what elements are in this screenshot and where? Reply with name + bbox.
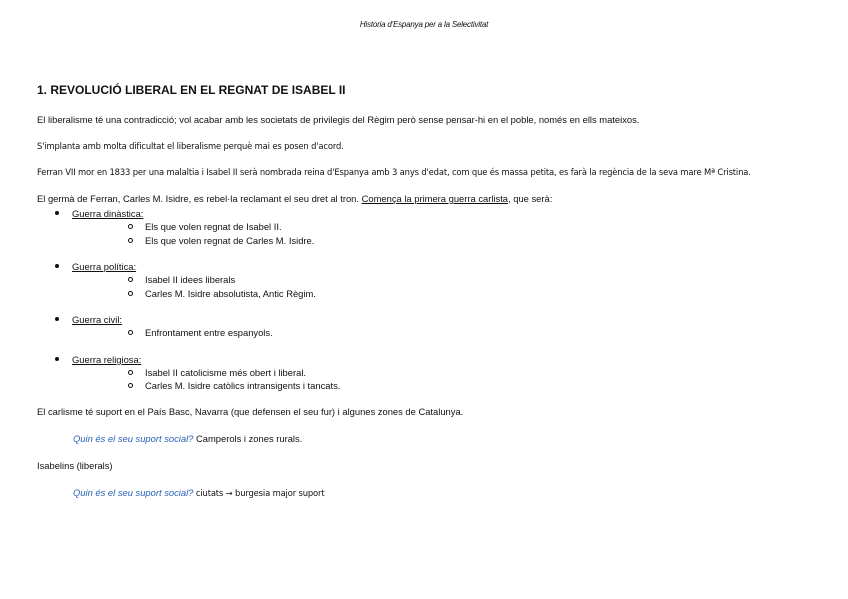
- paragraph-liberalism: El liberalisme té una contradicció; vol acabar amb les societats de privilegis del Règim però sense pensar-hi en el poble, només en ells mateixos.: [37, 114, 640, 125]
- question-carlist-support: [73, 433, 302, 444]
- sub-bullet-text: Enfrontament entre espanyols.: [145, 327, 273, 338]
- sub-bullet-text: Els que volen regnat de Isabel II.: [145, 221, 282, 232]
- sub-bullet-text: Els que volen regnat de Carles M. Isidre.: [145, 235, 315, 246]
- paragraph-difficulty: S'implanta amb molta dificultat el liberalisme perquè mai es posen d'acord.: [37, 141, 344, 151]
- page-header: Historia d'Espanya per a la Selectivitat: [359, 20, 489, 29]
- bullet-icon: [55, 357, 59, 361]
- sub-bullet-text: Carles M. Isidre absolutista, Antic Règim.: [145, 288, 316, 299]
- circle-bullet-icon: [128, 370, 133, 375]
- circle-bullet-icon: [128, 277, 133, 282]
- paragraph-isabelins: Isabelins (liberals): [37, 460, 113, 471]
- first-carlist-war-link[interactable]: Comença la primera guerra carlista: [361, 193, 509, 204]
- question-text: Quin és el seu suport social?: [73, 433, 194, 444]
- answer-text: Camperols i zones rurals.: [193, 433, 303, 444]
- bullet-label: Guerra dinàstica:: [72, 208, 144, 219]
- sub-bullet-text: Isabel II idees liberals: [145, 274, 236, 285]
- bullet-label: Guerra política:: [72, 261, 137, 272]
- circle-bullet-icon: [128, 238, 133, 243]
- paragraph-carlism-support: El carlisme té suport en el País Basc, Navarra (que defensen el seu fur) i algunes zones de Catalunya.: [37, 406, 464, 417]
- question-isabelin-support: [73, 487, 324, 498]
- answer-text: ciutats → burgesia major suport: [193, 488, 325, 498]
- paragraph-carles-text: El germà de Ferran, Carles M. Isidre, es rebel·la reclamant el seu dret al tron.: [37, 193, 362, 204]
- circle-bullet-icon: [128, 291, 133, 296]
- bullet-icon: [55, 264, 59, 268]
- section-title: 1. REVOLUCIÓ LIBERAL EN EL REGNAT DE ISABEL II: [37, 83, 346, 97]
- sub-bullet-text: Carles M. Isidre catòlics intransigents i tancats.: [145, 380, 341, 391]
- bullet-icon: [55, 317, 59, 321]
- bullet-label: Guerra civil:: [72, 314, 123, 325]
- circle-bullet-icon: [128, 224, 133, 229]
- paragraph-carles-tail: , que serà:: [508, 193, 553, 204]
- paragraph-ferran: Ferran VII mor en 1833 per una malaltia i Isabel II serà nombrada reina d'Espanya amb 3 anys d'edat, com que és massa petita, es farà la regència de la seva mare Mª Cristina.: [37, 167, 751, 177]
- question-text: Quin és el seu suport social?: [73, 487, 194, 498]
- paragraph-carles: [37, 193, 552, 204]
- bullet-icon: [55, 211, 59, 215]
- circle-bullet-icon: [128, 383, 133, 388]
- bullet-label: Guerra religiosa:: [72, 354, 142, 365]
- circle-bullet-icon: [128, 330, 133, 335]
- sub-bullet-text: Isabel II catolicisme més obert i liberal.: [145, 367, 307, 378]
